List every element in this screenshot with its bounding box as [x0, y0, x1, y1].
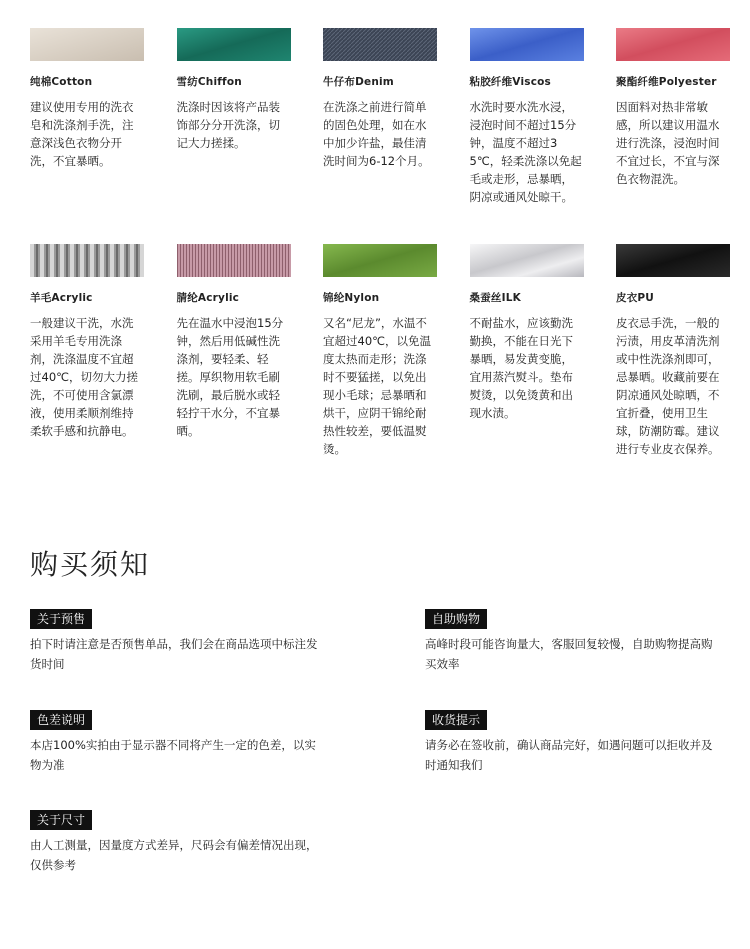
fabric-title: 聚酯纤维Polyester	[616, 76, 717, 88]
fabric-care-text: 在洗涤之前进行简单的固色处理，如在水中加少许盐，最佳清洗时间为6-12个月。	[323, 100, 430, 168]
fabric-card-denim	[323, 28, 437, 244]
fabric-card-chiffon	[177, 28, 291, 244]
fabric-care-text: 不耐盐水，应该勤洗勤换，不能在日光下暴晒，易发黄变脆，宜用蒸汽熨斗。垫布熨烫，以免烫黄和出现水渍。	[469, 316, 573, 420]
fabric-care-text: 建议使用专用的洗衣皂和洗涤剂手洗，注意深浅色衣物分开洗，不宜暴晒。	[30, 100, 134, 168]
fabric-swatch-image	[30, 244, 144, 277]
fabric-swatch-image	[30, 28, 144, 61]
fabric-care-text: 先在温水中浸泡15分钟，然后用低碱性洗涤剂，要轻柔、轻搓。厚织物用软毛刷洗刷，最后脱水或轻轻拧干水分，不宜暴晒。	[176, 316, 284, 438]
fabric-swatch-image	[470, 28, 584, 61]
notice-tag: 收货提示	[425, 710, 487, 730]
fabric-title: 雪纺Chiffon	[176, 76, 242, 88]
fabric-swatch-image	[323, 244, 437, 277]
fabric-swatch-image	[323, 28, 437, 61]
fabric-title: 羊毛Acrylic	[30, 292, 93, 304]
fabric-card-pu-leather	[616, 244, 730, 460]
fabric-care-text: 又名“尼龙”，水温不宜超过40℃，以免温度太热而走形；洗涤时不要猛搓，以免出现小毛球；忌暴晒和烘干，应阴干锦纶耐热性较差，要低温熨烫。	[323, 316, 432, 456]
fabric-care-text: 皮衣忌手洗，一般的污渍，用皮革清洗剂或中性洗涤剂即可，忌暴晒。收藏前要在阴凉通风处晾晒，不宜折叠，使用卫生球，防潮防霉。建议进行专业皮衣保养。	[616, 316, 720, 456]
notice-tag: 关于预售	[30, 609, 92, 629]
fabric-care-text: 洗涤时因该将产品装饰部分分开洗涤，切记大力搓揉。	[176, 100, 280, 150]
fabric-card-wool	[30, 244, 144, 460]
fabric-title: 粘胶纤维Viscos	[469, 76, 551, 88]
notice-tag: 自助购物	[425, 609, 487, 629]
fabric-row	[30, 244, 730, 460]
notice-text: 由人工测量，因量度方式差异，尺码会有偏差情况出现，仅供参考	[30, 838, 318, 872]
fabric-care-text: 一般建议干洗，水洗采用羊毛专用洗涤剂，洗涤温度不宜超过40℃，切勿大力搓洗，不可使用含氯漂液，使用柔顺剂维持柔软手感和抗静电。	[30, 316, 139, 438]
fabric-card-acrylic	[177, 244, 291, 460]
notice-item-size	[30, 809, 320, 875]
fabric-card-polyester	[616, 28, 730, 244]
notice-text: 拍下时请注意是否预售单品，我们会在商品选项中标注发货时间	[30, 637, 318, 671]
fabric-title: 牛仔布Denim	[323, 76, 394, 88]
fabric-care-grid	[30, 28, 730, 460]
notice-tag: 色差说明	[30, 710, 92, 730]
notice-text: 请务必在签收前，确认商品完好，如遇问题可以拒收并及时通知我们	[425, 738, 713, 772]
notice-item-receipt	[425, 709, 715, 775]
notice-item-self-service	[425, 608, 715, 674]
fabric-care-text: 因面料对热非常敏感，所以建议用温水进行洗涤，浸泡时间不宜过长，不宜与深色衣物混洗。	[616, 100, 720, 186]
notice-item-color-difference	[30, 709, 320, 775]
fabric-title: 锦纶Nylon	[323, 292, 380, 304]
notice-text: 本店100%实拍由于显示器不同将产生一定的色差，以实物为准	[30, 738, 316, 772]
purchase-notice-heading: 购买须知	[30, 548, 151, 581]
fabric-card-silk	[470, 244, 584, 460]
notice-text: 高峰时段可能咨询量大，客服回复较慢，自助购物提高购买效率	[425, 637, 713, 671]
fabric-swatch-image	[616, 244, 730, 277]
fabric-swatch-image	[616, 28, 730, 61]
fabric-row	[30, 28, 730, 244]
fabric-swatch-image	[177, 244, 291, 277]
notice-tag: 关于尺寸	[30, 810, 92, 830]
fabric-title: 腈纶Acrylic	[176, 292, 240, 304]
fabric-card-nylon	[323, 244, 437, 460]
fabric-title: 纯棉Cotton	[30, 76, 93, 88]
fabric-swatch-image	[177, 28, 291, 61]
fabric-care-text: 水洗时要水洗水浸，浸泡时间不超过15分钟，温度不超过35℃，轻柔洗涤以免起毛或走形，忌暴晒，阴凉或通风处晾干。	[469, 100, 582, 204]
fabric-title: 皮衣PU	[616, 292, 655, 304]
fabric-swatch-image	[470, 244, 584, 277]
fabric-card-cotton	[30, 28, 144, 244]
fabric-card-viscos	[470, 28, 584, 244]
notice-item-presale	[30, 608, 320, 674]
fabric-title: 桑蚕丝ILK	[469, 292, 521, 304]
